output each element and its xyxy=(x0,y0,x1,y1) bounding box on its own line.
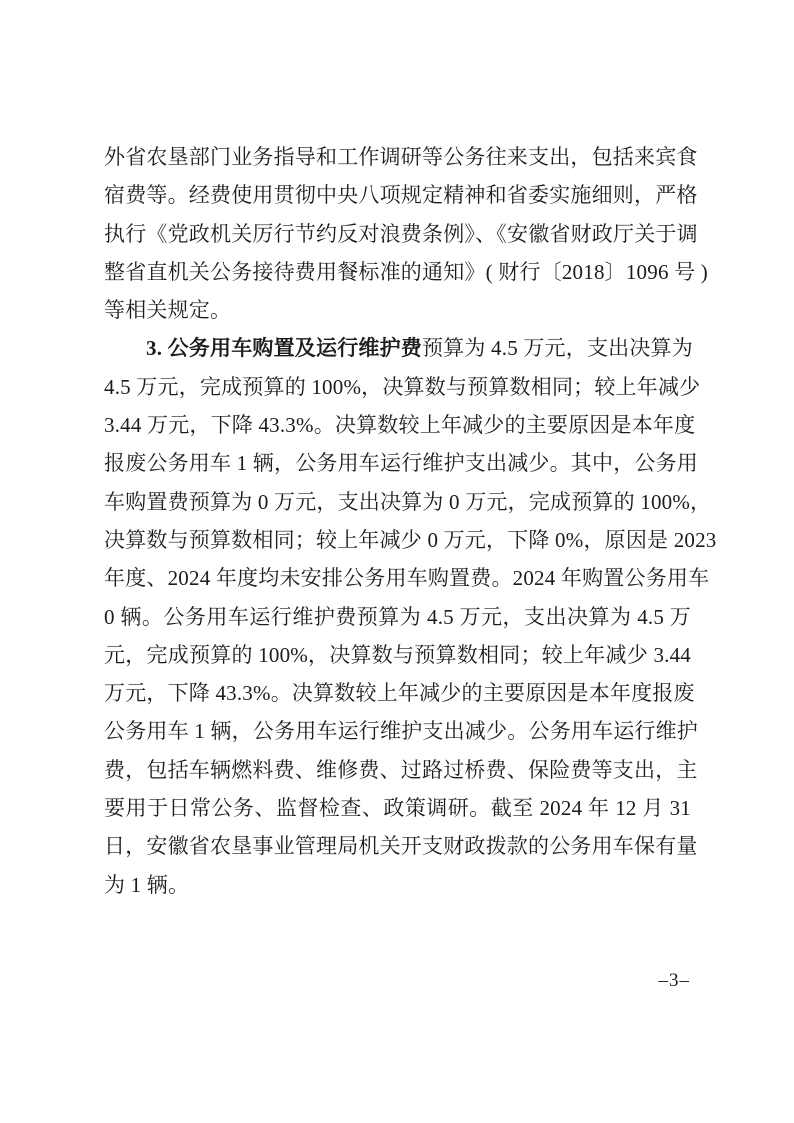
text-line: 年度、2024 年度均未安排公务用车购置费。2024 年购置公务用车 xyxy=(104,566,710,591)
text-line-section-heading xyxy=(104,329,691,367)
text-line-paragraph-end: 等相关规定。 xyxy=(104,298,232,323)
text-line: 万元，下降 43.3%。决算数较上年减少的主要原因是本年度报废 xyxy=(104,681,695,706)
text-line: 决算数与预算数相同；较上年减少 0 万元，下降 0%，原因是 2023 xyxy=(104,527,717,552)
text-line: 外省农垦部门业务指导和工作调研等公务往来支出，包括来宾食 xyxy=(104,145,698,169)
text-line: 车购置费预算为 0 万元，支出决算为 0 万元，完成预算的 100%， xyxy=(104,489,712,514)
text-line: 日，安徽省农垦事业管理局机关开支财政拨款的公务用车保有量 xyxy=(104,834,698,859)
text-line: 公务用车 1 辆，公务用车运行维护支出减少。公务用车运行维护 xyxy=(104,719,698,744)
text-line: 执行《党政机关厉行节约反对浪费条例》、《安徽省财政厅关于调 xyxy=(104,221,698,246)
text-line: 整省直机关公务接待费用餐标准的通知》( 财行〔2018〕1096 号 ) xyxy=(104,259,708,284)
text-line: 报废公务用车 1 辆，公务用车运行维护支出减少。其中，公务用 xyxy=(104,451,698,476)
text-line: 费，包括车辆燃料费、维修费、过路过桥费、保险费等支出，主 xyxy=(104,757,698,782)
text-line: 0 辆。公务用车运行维护费预算为 4.5 万元，支出决算为 4.5 万 xyxy=(104,604,691,629)
text-line-paragraph-end: 为 1 辆。 xyxy=(104,872,190,897)
text-line: 要用于日常公务、监督检查、政策调研。截至 2024 年 12 月 31 xyxy=(104,796,691,821)
text-line: 宿费等。经费使用贯彻中央八项规定精神和省委实施细则，严格 xyxy=(104,183,698,208)
section-body-text: 预算为 4.5 万元，支出决算为 xyxy=(422,336,693,361)
section-heading-bold-text: 3. 公务用车购置及运行维护费 xyxy=(146,336,422,361)
document-body xyxy=(104,138,717,904)
page-number: –3– xyxy=(658,970,690,991)
text-line: 3.44 万元，下降 43.3%。决算数较上年减少的主要原因是本年度 xyxy=(104,413,696,438)
text-line: 元，完成预算的 100%，决算数与预算数相同；较上年减少 3.44 xyxy=(104,642,691,667)
text-line: 4.5 万元，完成预算的 100%，决算数与预算数相同；较上年减少 xyxy=(104,374,701,399)
